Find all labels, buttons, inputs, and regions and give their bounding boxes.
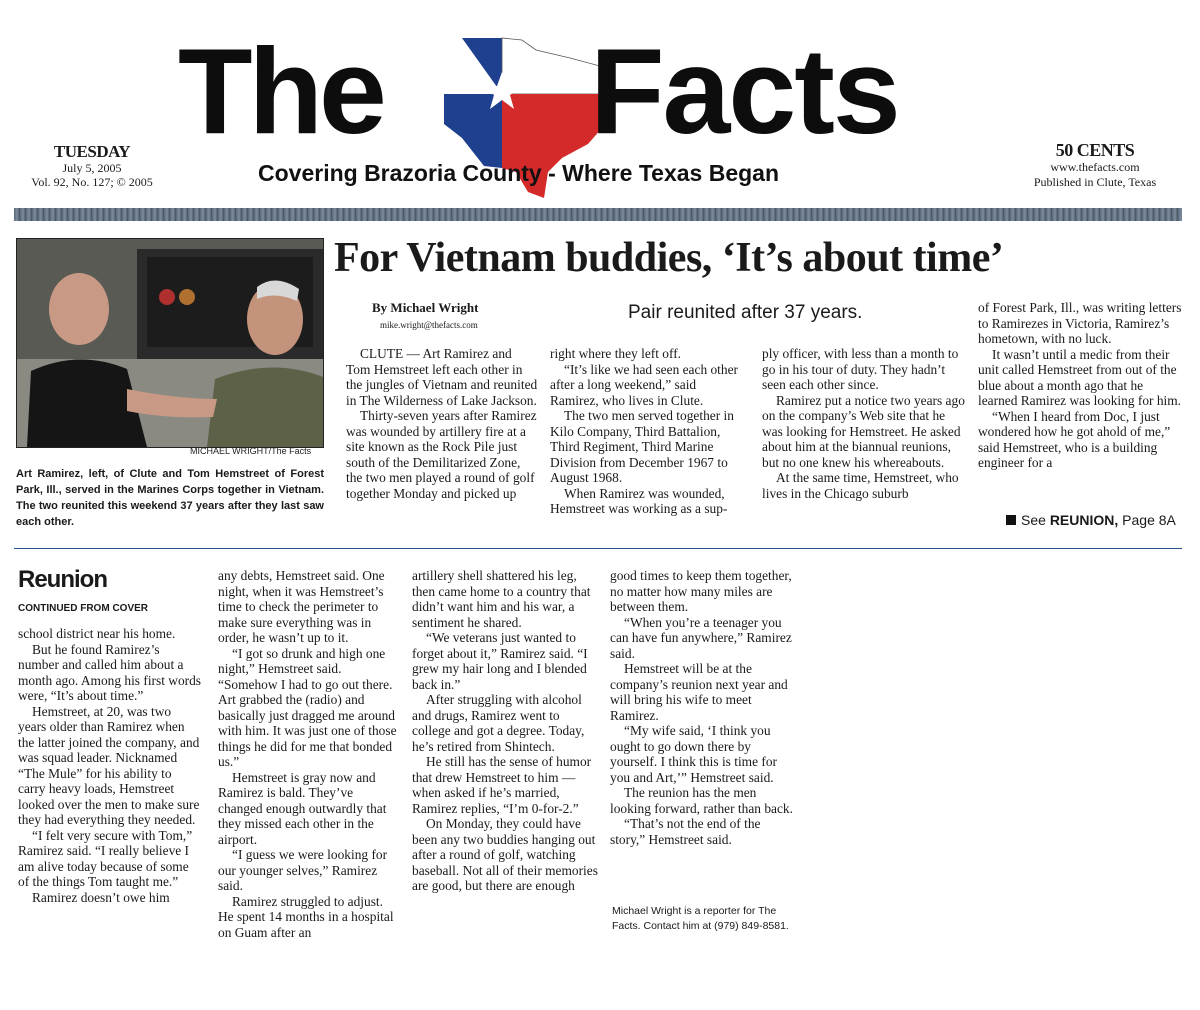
article-column-4 xyxy=(978,300,1182,471)
paragraph: The two men served together in Kilo Company, Third Battalion, Third Regiment, Third Marine Division from December 1967 to August 1968. xyxy=(550,408,734,485)
paragraph: right where they left off. xyxy=(550,346,682,361)
article-photo xyxy=(16,238,324,448)
paragraph: school district near his home. xyxy=(18,626,176,641)
jump-target: REUNION, xyxy=(1049,512,1119,528)
reunion-heading: Reunion xyxy=(18,566,107,593)
paragraph: “We veterans just wanted to forget about it,” Ramirez said. “I grew my hair long and I blended back in.” xyxy=(412,630,588,692)
byline: By Michael Wright xyxy=(372,300,479,315)
texas-white-field xyxy=(502,38,600,94)
paragraph: Ramirez struggled to adjust. He spent 14 months in a hospital on Guam after an xyxy=(218,893,394,940)
masthead-facts: Facts xyxy=(590,23,899,159)
jump-page: Page 8A xyxy=(1122,512,1176,528)
paragraph: At the same time, Hemstreet, who lives in the Chicago suburb xyxy=(762,470,959,501)
section-divider xyxy=(14,548,1182,549)
paragraph: He still has the sense of humor that drew Hemstreet to him — when asked if he’s married, Ramirez replies, “I’m 0-for-2.” xyxy=(412,754,592,816)
paragraph: “I guess we were looking for our younger selves,” Ramirez said. xyxy=(218,847,388,893)
edition-date: July 5, 2005 xyxy=(62,161,122,175)
masthead-the: The xyxy=(178,23,383,159)
jump-reference[interactable] xyxy=(1006,512,1176,528)
reunion-column-3 xyxy=(412,568,598,894)
article-column-3 xyxy=(762,346,966,501)
edition-info xyxy=(28,142,156,189)
edition-day: TUESDAY xyxy=(53,142,131,161)
paragraph: “I felt very secure with Tom,” Ramirez said. “I really believe I am alive today because of some of the things Tom taught me.” xyxy=(18,827,193,889)
paragraph: On Monday, they could have been any two buddies hanging out after a round of golf, watching baseball. Not all of their memories are good, but there are enough xyxy=(412,816,598,893)
photo-credit: MICHAEL WRIGHT/The Facts xyxy=(190,446,312,456)
paragraph: any debts, Hemstreet said. One night, when it was Hemstreet’s time to check the perimeter to make sure everything was in order, he wasn’t up to it. xyxy=(218,568,385,645)
paragraph: ply officer, with less than a month to go in his tour of duty. They hadn’t seen each other since. xyxy=(762,346,959,392)
paragraph: Ramirez doesn’t owe him xyxy=(32,889,170,905)
paragraph: Thirty-seven years after Ramirez was wounded by artillery fire at a site known as the Rock Pile just south of the Demilitarized Zone, the two men played a round of golf together Monday and picked up xyxy=(346,408,537,501)
paragraph: “It’s like we had seen each other after a long weekend,” said Ramirez, who lives in Clute. xyxy=(550,361,738,408)
paragraph: It wasn’t until a medic from their unit called Hemstreet from out of the blue about a month ago that he learned Ramirez was looking for him. xyxy=(978,346,1182,408)
price: 50 CENTS xyxy=(1055,140,1135,160)
reunion-column-4 xyxy=(610,568,794,847)
reunion-column-1 xyxy=(18,626,202,905)
subhead: Pair reunited after 37 years. xyxy=(628,302,863,323)
paragraph: Hemstreet is gray now and Ramirez is bald. They’ve changed enough outwardly that they missed each other in the airport. xyxy=(218,769,387,847)
paragraph: When Ramirez was wounded, Hemstreet was working as a sup- xyxy=(550,485,728,516)
paragraph: Ramirez put a notice two years ago on the company’s Web site that he was looking for Hemstreet. He asked about him at the biannual reunions, but no one knew his whereabouts. xyxy=(762,392,965,470)
article-column-1 xyxy=(346,346,538,501)
paragraph: “My wife said, ‘I think you ought to go down there by yourself. I think this is time for you and Art,’” Hemstreet said. xyxy=(610,723,777,785)
reunion-column-2 xyxy=(218,568,400,940)
continued-label: CONTINUED FROM COVER xyxy=(18,603,148,614)
article-column-2 xyxy=(550,346,746,517)
byline-email: mike.wright@thefacts.com xyxy=(380,320,478,330)
price-info xyxy=(1020,140,1170,190)
published-location: Published in Clute, Texas xyxy=(1033,175,1157,189)
paragraph: good times to keep them together, no matter how many miles are between them. xyxy=(610,568,792,614)
paragraph: “That’s not the end of the story,” Hemstreet said. xyxy=(610,816,761,847)
paragraph: Hemstreet, at 20, was two years older than Ramirez when the latter joined the company, and was squad leader. Nicknamed “The Mule” for his ability to carry heavy loads, Hemstreet looked over the men to make sure they had everything they needed. xyxy=(18,703,200,827)
masthead-tagline: Covering Brazoria County - Where Texas Began xyxy=(258,160,780,186)
photo-caption: Art Ramirez, left, of Clute and Tom Hemstreet of Forest Park, Ill., served in the Marines Corps together in Vietnam. The two reunited this weekend 37 years after they last saw each other. xyxy=(16,468,324,528)
paragraph: Hemstreet will be at the company’s reunion next year and will bring his wife to meet Ramirez. xyxy=(610,661,788,723)
edition-volume: Vol. 92, No. 127; © 2005 xyxy=(31,175,153,189)
paragraph: of Forest Park, Ill., was writing letters to Ramirezes in Victoria, Ramirez’s hometown, with no luck. xyxy=(978,300,1182,346)
website: www.thefacts.com xyxy=(1050,160,1140,174)
square-bullet-icon xyxy=(1006,515,1016,525)
paragraph: But he found Ramirez’s number and called him about a month ago. Among his first words were, “It’s about time.” xyxy=(18,641,202,703)
paragraph: CLUTE — Art Ramirez and Tom Hemstreet left each other in the jungles of Vietnam and reunited in The Wilderness of Lake Jackson. xyxy=(346,346,538,408)
masthead-divider-bar xyxy=(14,208,1182,221)
headline: For Vietnam buddies, ‘It’s about time’ xyxy=(334,235,1004,281)
author-tagline: Michael Wright is a reporter for The Facts. Contact him at (979) 849-8581. xyxy=(612,905,789,932)
photo-illustration xyxy=(17,239,323,447)
paragraph: “When you’re a teenager you can have fun anywhere,” Ramirez said. xyxy=(610,614,792,661)
paragraph: “I got so drunk and high one night,” Hemstreet said. “Somehow I had to go out there. Art grabbed the (radio) and basically just dragged me around with him. It was just one of those things he did for me that bonded us.” xyxy=(218,645,397,769)
paragraph: After struggling with alcohol and drugs, Ramirez went to college and got a degree. Today, he’s retired from Shintech. xyxy=(412,692,585,754)
jump-label: See xyxy=(1021,512,1046,528)
paragraph: artillery shell shattered his leg, then came home to a country that didn’t want him and his war, a sentiment he shared. xyxy=(412,568,591,630)
paragraph: “When I heard from Doc, I just wondered how he got ahold of me,” said Hemstreet, who is a building engineer for a xyxy=(978,408,1171,470)
paragraph: The reunion has the men looking forward, rather than back. xyxy=(610,785,793,816)
